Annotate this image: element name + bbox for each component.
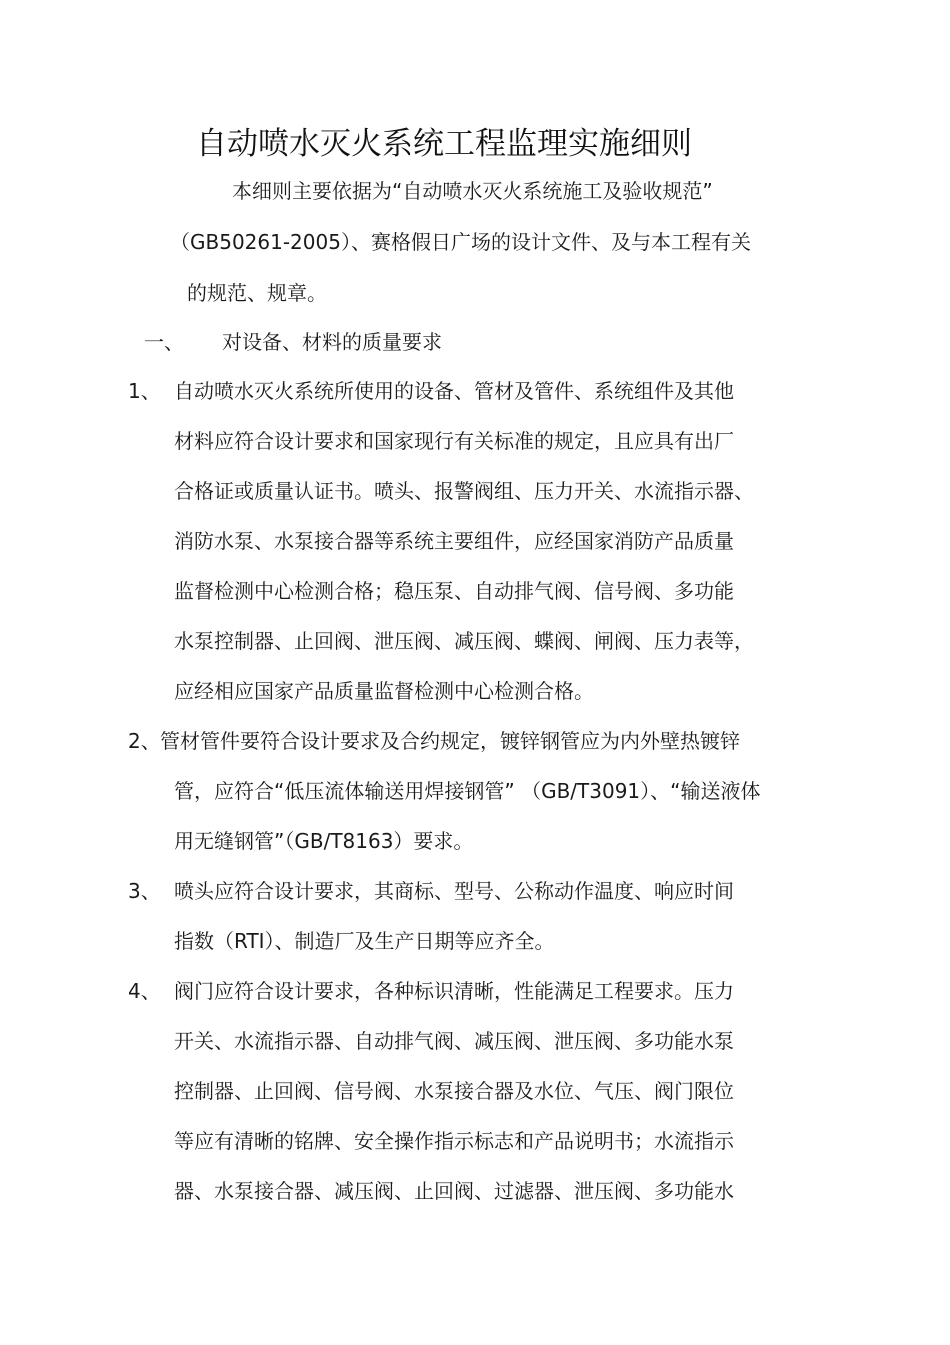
item-line: 指数（RTI）、制造厂及生产日期等应齐全。	[174, 929, 555, 953]
item-number: 4、	[128, 979, 161, 1003]
item-line: 监督检测中心检测合格；稳压泵、自动排气阀、信号阀、多功能	[174, 579, 734, 603]
item-line: 自动喷水灭火系统所使用的设备、管材及管件、系统组件及其他	[174, 379, 734, 403]
item-line: 管，应符合“低压流体输送用焊接钢管” （GB/T3091）、“输送液体	[174, 779, 761, 803]
item-line: 应经相应国家产品质量监督检测中心检测合格。	[174, 679, 594, 703]
intro-line: 本细则主要依据为“自动喷水灭火系统施工及验收规范”	[232, 179, 713, 203]
item-line: 管材管件要符合设计要求及合约规定，镀锌钢管应为内外壁热镀锌	[160, 729, 740, 753]
item-line: 水泵控制器、止回阀、泄压阀、减压阀、蝶阀、闸阀、压力表等，	[174, 629, 754, 653]
document-title: 自动喷水灭火系统工程监理实施细则	[196, 126, 692, 162]
item-line: 消防水泵、水泵接合器等系统主要组件，应经国家消防产品质量	[174, 529, 734, 553]
item-line: 器、水泵接合器、减压阀、止回阀、过滤器、泄压阀、多功能水	[174, 1179, 734, 1203]
intro-line: 的规范、规章。	[187, 281, 327, 305]
item-number: 3、	[128, 879, 161, 903]
item-number: 1、	[128, 379, 161, 403]
item-line: 用无缝钢管”（GB/T8163）要求。	[174, 829, 474, 853]
section-heading: 对设备、材料的质量要求	[222, 330, 442, 354]
intro-line: （GB50261-2005）、赛格假日广场的设计文件、及与本工程有关	[170, 230, 751, 254]
item-line: 等应有清晰的铭牌、安全操作指示标志和产品说明书；水流指示	[174, 1129, 734, 1153]
item-line: 喷头应符合设计要求，其商标、型号、公称动作温度、响应时间	[174, 879, 734, 903]
item-line: 控制器、止回阀、信号阀、水泵接合器及水位、气压、阀门限位	[174, 1079, 734, 1103]
item-line: 材料应符合设计要求和国家现行有关标准的规定，且应具有出厂	[174, 429, 734, 453]
item-line: 合格证或质量认证书。喷头、报警阀组、压力开关、水流指示器、	[174, 479, 754, 503]
section-number: 一、	[144, 330, 184, 354]
item-number: 2、	[128, 729, 161, 753]
item-line: 开关、水流指示器、自动排气阀、减压阀、泄压阀、多功能水泵	[174, 1029, 734, 1053]
item-line: 阀门应符合设计要求，各种标识清晰，性能满足工程要求。压力	[174, 979, 734, 1003]
